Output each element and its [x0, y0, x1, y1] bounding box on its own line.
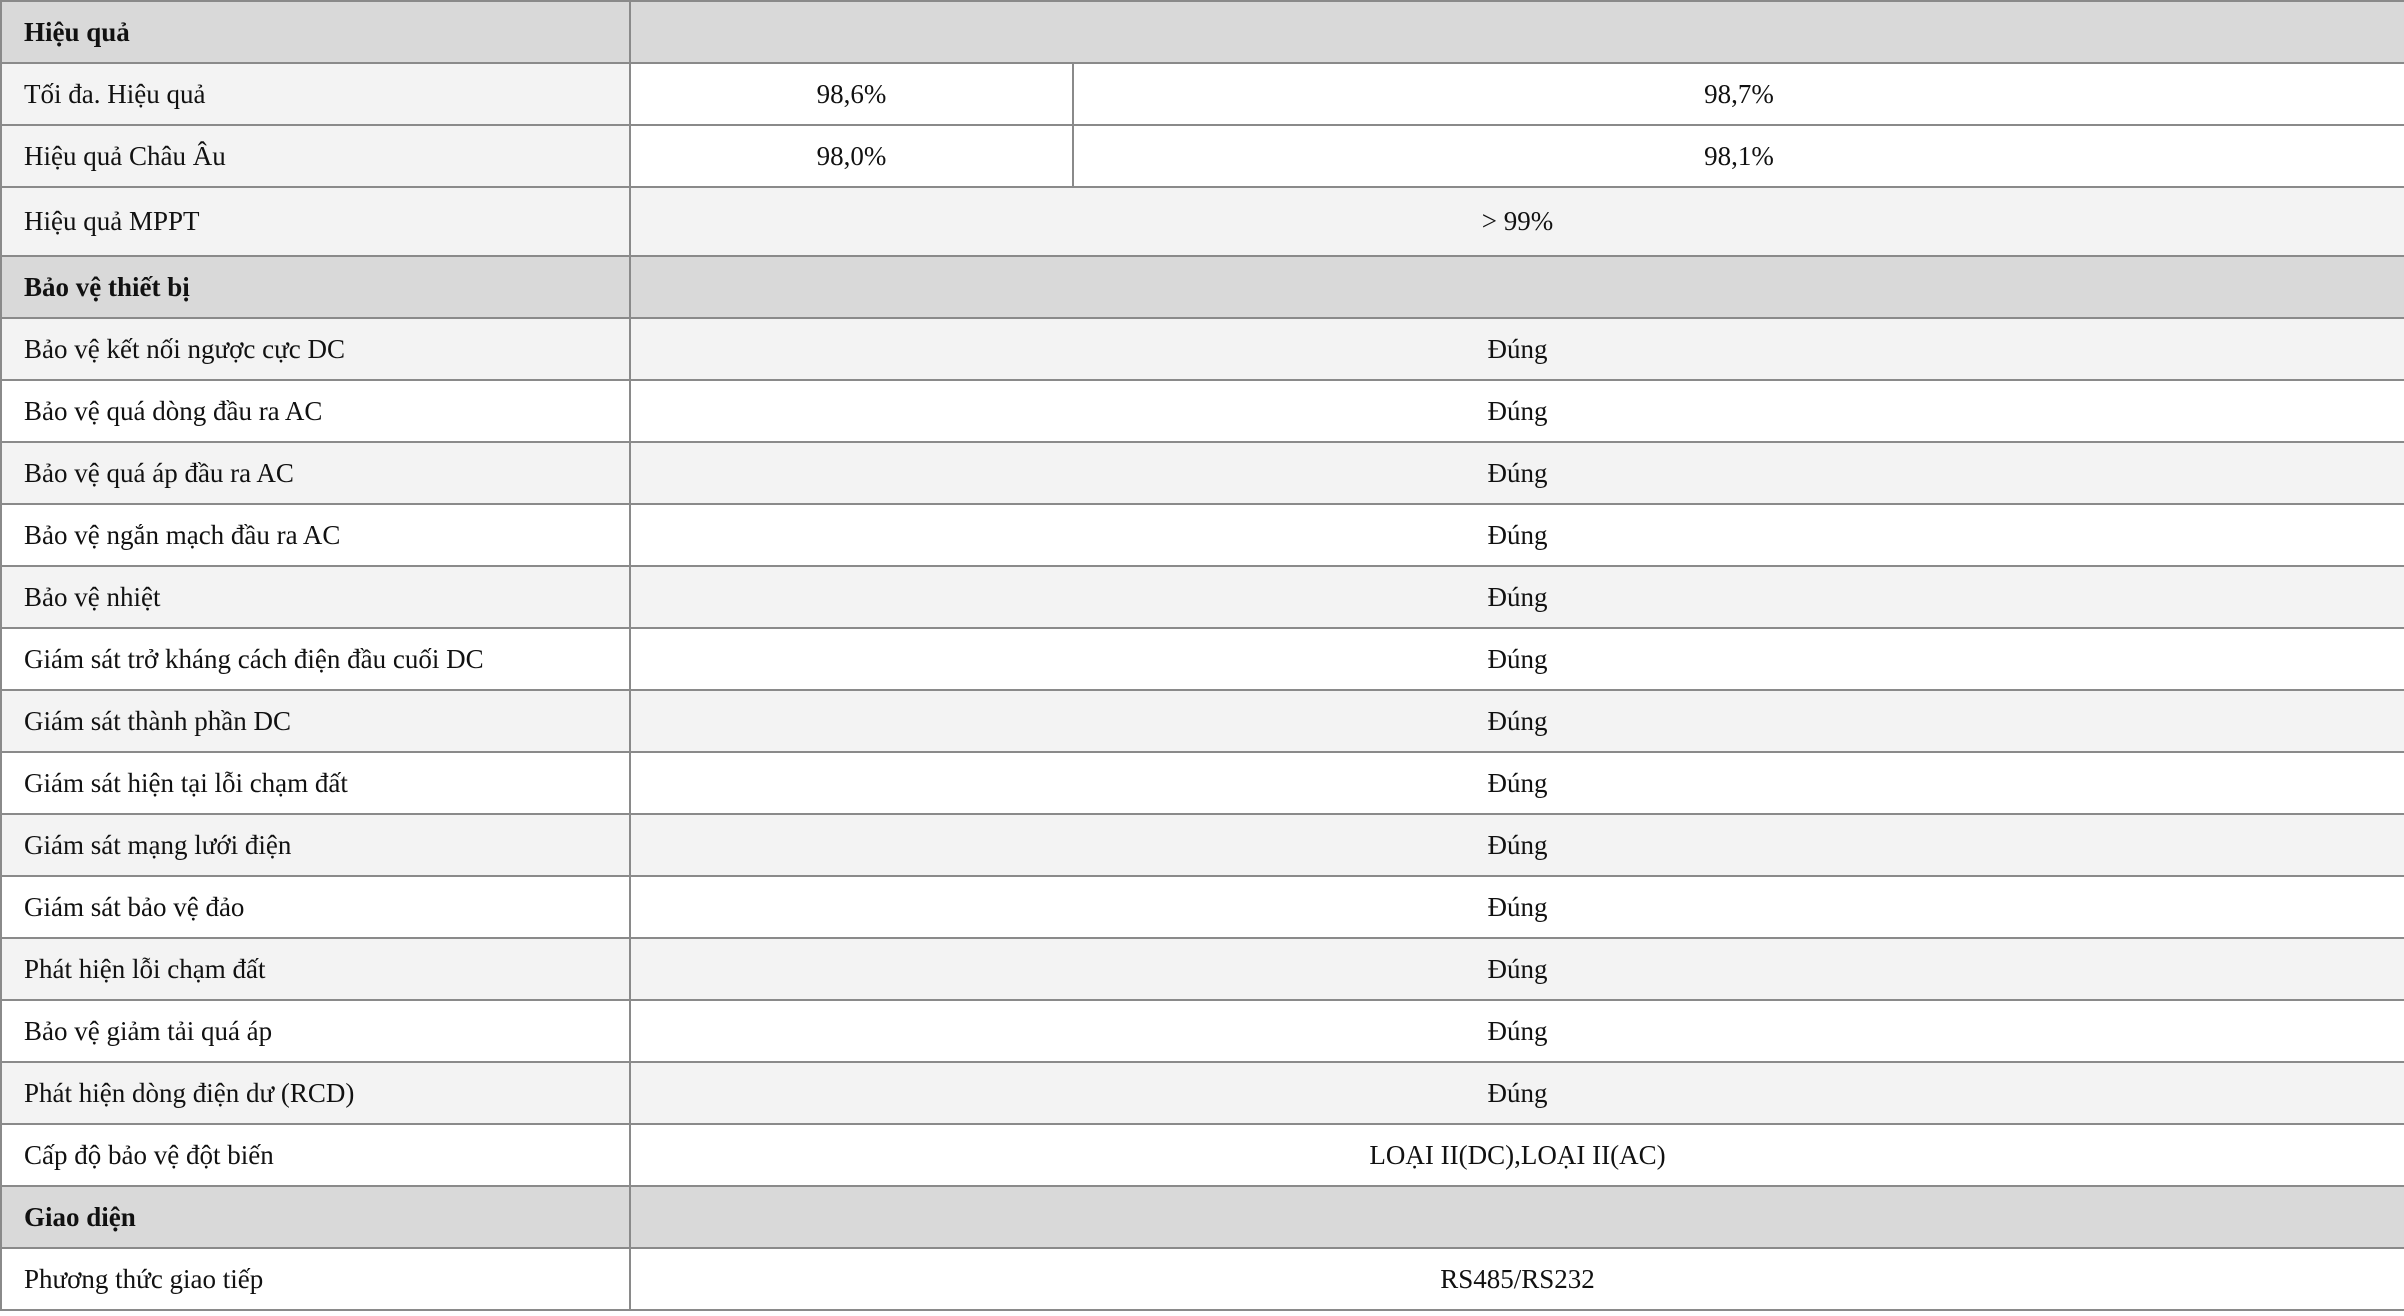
row-value: Đúng	[630, 380, 2404, 442]
row-value: Đúng	[630, 752, 2404, 814]
table-row	[1, 628, 2404, 690]
row-label: Giám sát thành phần DC	[1, 690, 630, 752]
section-header-fill	[630, 1, 2404, 63]
row-label: Hiệu quả Châu Âu	[1, 125, 630, 187]
row-value: 98,0%	[630, 125, 1073, 187]
row-label: Bảo vệ nhiệt	[1, 566, 630, 628]
row-label: Phát hiện lỗi chạm đất	[1, 938, 630, 1000]
table-row	[1, 566, 2404, 628]
row-value: 98,6%	[630, 63, 1073, 125]
row-label: Giám sát hiện tại lỗi chạm đất	[1, 752, 630, 814]
table-row	[1, 1248, 2404, 1310]
row-value: Đúng	[630, 504, 2404, 566]
section-header-efficiency	[1, 1, 2404, 63]
table-row	[1, 318, 2404, 380]
section-title: Giao diện	[1, 1186, 630, 1248]
row-value: Đúng	[630, 566, 2404, 628]
row-label: Bảo vệ quá áp đầu ra AC	[1, 442, 630, 504]
row-value: 98,7%	[1073, 63, 2404, 125]
section-title: Hiệu quả	[1, 1, 630, 63]
row-value: Đúng	[630, 442, 2404, 504]
section-header-interface	[1, 1186, 2404, 1248]
table-row	[1, 125, 2404, 187]
row-value: RS485/RS232	[630, 1248, 2404, 1310]
table-row	[1, 690, 2404, 752]
table-row	[1, 1062, 2404, 1124]
row-label: Tối đa. Hiệu quả	[1, 63, 630, 125]
row-value: Đúng	[630, 876, 2404, 938]
table-row	[1, 504, 2404, 566]
row-label: Bảo vệ giảm tải quá áp	[1, 1000, 630, 1062]
row-value: 98,1%	[1073, 125, 2404, 187]
table-row	[1, 876, 2404, 938]
row-label: Hiệu quả MPPT	[1, 187, 630, 256]
row-label: Phương thức giao tiếp	[1, 1248, 630, 1310]
table-row	[1, 380, 2404, 442]
table-row	[1, 938, 2404, 1000]
row-value: Đúng	[630, 1062, 2404, 1124]
table-row	[1, 187, 2404, 256]
row-label: Cấp độ bảo vệ đột biến	[1, 1124, 630, 1186]
row-label: Bảo vệ quá dòng đầu ra AC	[1, 380, 630, 442]
row-label: Bảo vệ ngắn mạch đầu ra AC	[1, 504, 630, 566]
table-row	[1, 814, 2404, 876]
section-header-fill	[630, 1186, 2404, 1248]
table-row	[1, 63, 2404, 125]
section-header-fill	[630, 256, 2404, 318]
section-header-protection	[1, 256, 2404, 318]
row-label: Giám sát mạng lưới điện	[1, 814, 630, 876]
table-row	[1, 1000, 2404, 1062]
row-value: > 99%	[630, 187, 2404, 256]
row-value: Đúng	[630, 938, 2404, 1000]
table-row	[1, 752, 2404, 814]
row-value: Đúng	[630, 814, 2404, 876]
table-row	[1, 1124, 2404, 1186]
row-label: Giám sát bảo vệ đảo	[1, 876, 630, 938]
row-value: LOẠI II(DC),LOẠI II(AC)	[630, 1124, 2404, 1186]
row-value: Đúng	[630, 690, 2404, 752]
row-label: Phát hiện dòng điện dư (RCD)	[1, 1062, 630, 1124]
table-row	[1, 442, 2404, 504]
section-title: Bảo vệ thiết bị	[1, 256, 630, 318]
row-value: Đúng	[630, 318, 2404, 380]
row-label: Giám sát trở kháng cách điện đầu cuối DC	[1, 628, 630, 690]
row-label: Bảo vệ kết nối ngược cực DC	[1, 318, 630, 380]
row-value: Đúng	[630, 1000, 2404, 1062]
row-value: Đúng	[630, 628, 2404, 690]
